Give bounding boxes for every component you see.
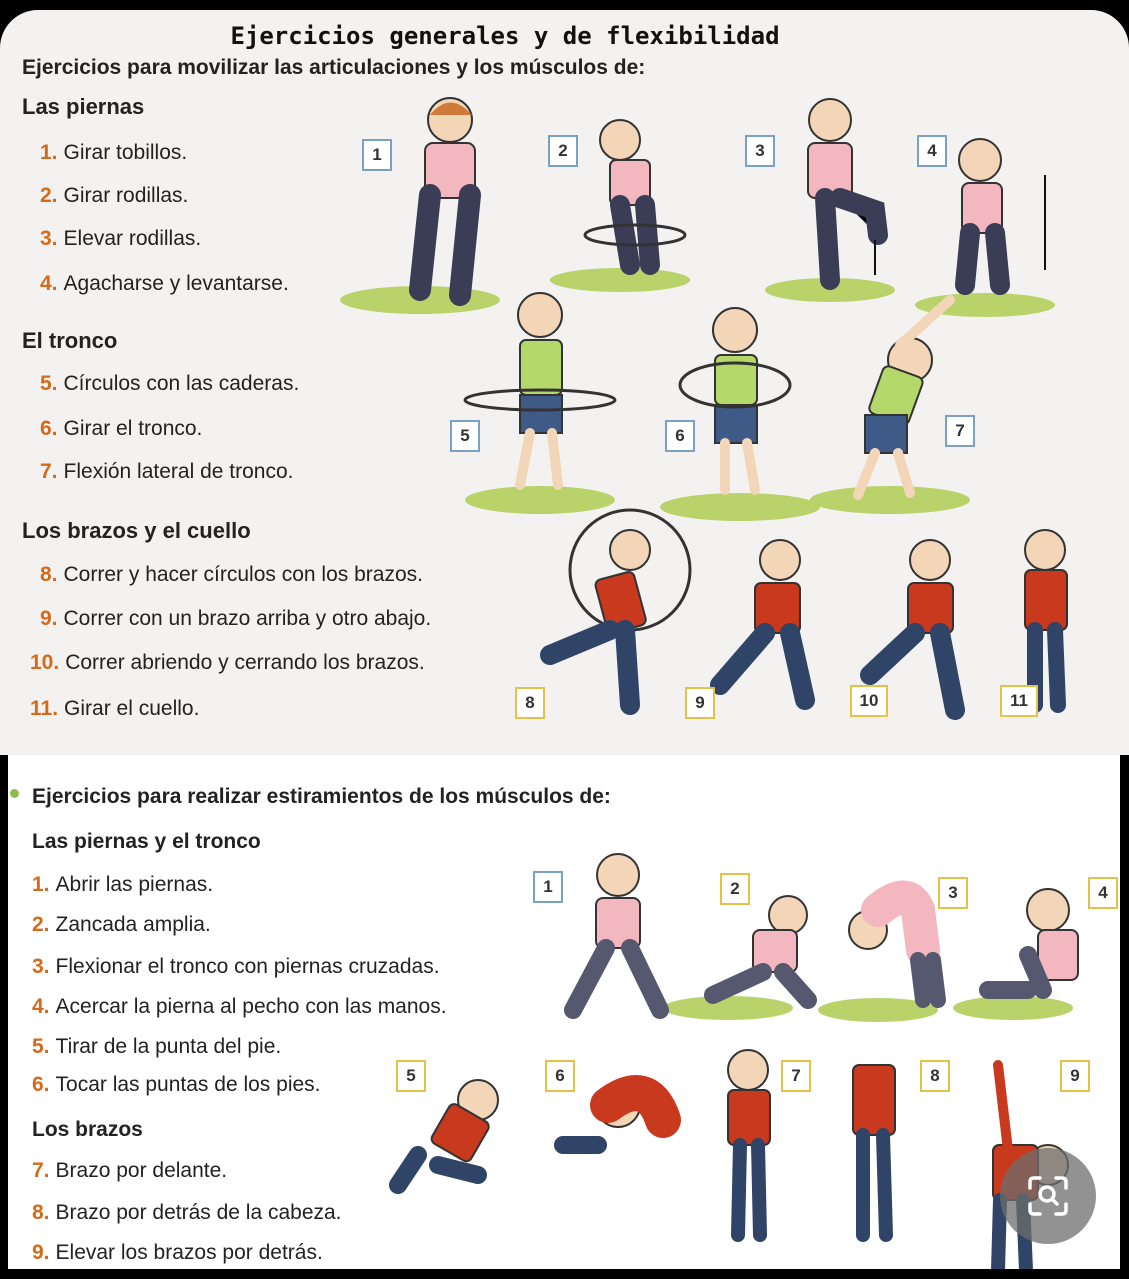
figure-badge: 10 xyxy=(850,685,888,717)
figure-badge: 6 xyxy=(665,420,695,452)
list-item: 8. Correr y hacer círculos con los brazos. xyxy=(40,563,423,586)
list-item: 7. Flexión lateral de tronco. xyxy=(40,460,294,483)
figure-badge: 1 xyxy=(533,871,563,903)
list-item: 3. Elevar rodillas. xyxy=(40,227,202,250)
figure-badge: 4 xyxy=(917,135,947,167)
mobility-subtitle: Ejercicios para movilizar las articulaciones y los músculos de: xyxy=(22,56,646,79)
list-item: 5. Tirar de la punta del pie. xyxy=(32,1035,282,1058)
figure-badge: 11 xyxy=(1000,685,1038,717)
stretching-title: Ejercicios para realizar estiramientos de los músculos de: xyxy=(32,785,611,808)
trunk-illustration xyxy=(480,285,1040,525)
heading-piernas-tronco: Las piernas y el tronco xyxy=(32,830,261,853)
page-title: Ejercicios generales y de flexibilidad xyxy=(230,22,780,50)
figure-badge: 2 xyxy=(548,135,578,167)
list-item: 6. Girar el tronco. xyxy=(40,417,203,440)
heading-piernas: Las piernas xyxy=(22,94,145,119)
figure-badge: 8 xyxy=(515,687,545,719)
list-item: 3. Flexionar el tronco con piernas cruzadas. xyxy=(32,955,440,978)
list-item: 10. Correr abriendo y cerrando los brazos. xyxy=(30,651,425,674)
heading-brazos: Los brazos xyxy=(32,1118,143,1141)
figure-badge: 3 xyxy=(745,135,775,167)
list-item: 2. Zancada amplia. xyxy=(32,913,211,936)
figure-badge: 7 xyxy=(781,1060,811,1092)
list-item: 7. Brazo por delante. xyxy=(32,1159,228,1182)
figure-badge: 1 xyxy=(362,139,392,171)
figure-badge: 5 xyxy=(396,1060,426,1092)
list-item: 4. Acercar la pierna al pecho con las manos. xyxy=(32,995,447,1018)
list-item: 1. Abrir las piernas. xyxy=(32,873,214,896)
list-item: 2. Girar rodillas. xyxy=(40,184,189,207)
mobility-panel xyxy=(0,10,1129,755)
figure-badge: 7 xyxy=(945,415,975,447)
visual-search-icon xyxy=(1026,1174,1070,1218)
list-item: 9. Correr con un brazo arriba y otro abajo. xyxy=(40,607,432,630)
legs-illustration xyxy=(330,95,1050,315)
heading-brazos-cuello: Los brazos y el cuello xyxy=(22,518,251,543)
stretching-panel xyxy=(8,755,1120,1269)
figure-badge: 3 xyxy=(938,877,968,909)
figure-badge: 4 xyxy=(1088,877,1118,909)
list-item: 11. Girar el cuello. xyxy=(30,697,200,720)
list-item: 1. Girar tobillos. xyxy=(40,141,188,164)
heading-tronco: El tronco xyxy=(22,328,118,353)
figure-badge: 9 xyxy=(685,687,715,719)
figure-badge: 9 xyxy=(1060,1060,1090,1092)
list-item: 8. Brazo por detrás de la cabeza. xyxy=(32,1201,342,1224)
list-item: 9. Elevar los brazos por detrás. xyxy=(32,1241,323,1264)
bullet-icon xyxy=(10,789,19,798)
stretch-legs-illustration xyxy=(548,850,1108,1025)
figure-badge: 5 xyxy=(450,420,480,452)
list-item: 5. Círculos con las caderas. xyxy=(40,372,300,395)
list-item: 4. Agacharse y levantarse. xyxy=(40,272,289,295)
list-item: 6. Tocar las puntas de los pies. xyxy=(32,1073,321,1096)
figure-badge: 6 xyxy=(545,1060,575,1092)
figure-badge: 8 xyxy=(920,1060,950,1092)
stretch-arms-illustration xyxy=(368,1035,1088,1265)
figure-badge: 2 xyxy=(720,873,750,905)
visual-search-button[interactable] xyxy=(1000,1148,1096,1244)
